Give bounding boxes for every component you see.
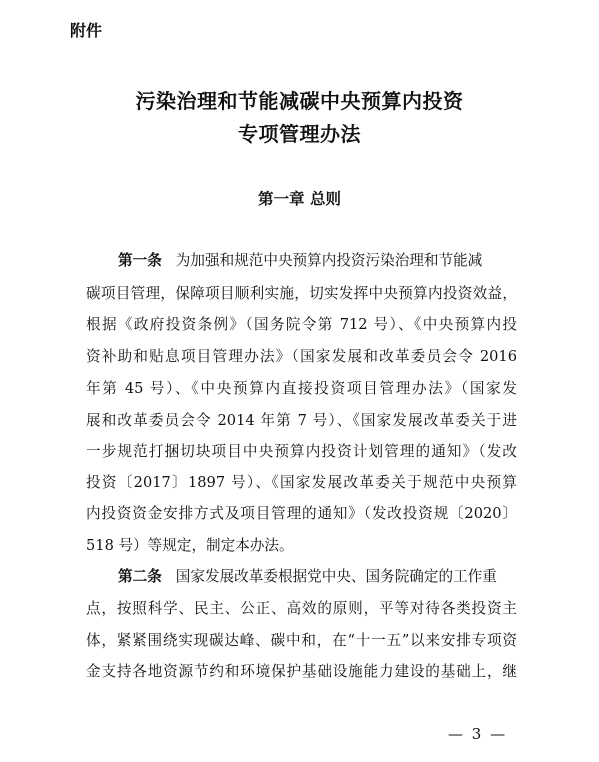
document-title-line-2: 专项管理办法 [238, 122, 361, 146]
article-1-line-4: 资补助和贴息项目管理办法》（国家发展和改革委员会令 2016 [86, 348, 517, 365]
article-2-line-3: 体，紧紧围绕实现碳达峰、碳中和，在“十一五”以来安排专项资 [86, 632, 517, 649]
article-1-line-7: 一步规范打捆切块项目中央预算内投资计划管理的通知》（发改 [86, 443, 517, 460]
article-1-line-9: 内投资资金安排方式及项目管理的通知》（发改投资规〔2020〕 [86, 505, 517, 522]
article-1-line-5: 年第 45 号）、《中央预算内直接投资项目管理办法》（国家发 [86, 380, 517, 397]
chapter-heading: 第一章 总则 [258, 190, 341, 208]
article-2-line-2: 点，按照科学、民主、公正、高效的原则，平等对待各类投资主 [86, 600, 517, 617]
article-1-line-2: 碳项目管理，保障项目顺利实施，切实发挥中央预算内投资效益， [86, 285, 517, 302]
article-2-text: 国家发展改革委根据党中央、国务院确定的工作重 [175, 568, 497, 585]
page-number: — 3 — [448, 725, 508, 743]
article-1-line-8: 投资〔2017〕1897 号）、《国家发展改革委关于规范中央预算 [86, 474, 517, 491]
article-1-line-3: 根据《政府投资条例》（国务院令第 712 号）、《中央预算内投 [86, 316, 517, 333]
article-1-line-1 [118, 250, 517, 272]
article-1-line-6: 展和改革委员会令 2014 年第 7 号）、《国家发展改革委关于进 [86, 412, 517, 429]
article-2-line-1 [118, 566, 517, 588]
attachment-label: 附件 [70, 21, 103, 40]
document-title-line-1: 污染治理和节能减碳中央预算内投资 [135, 89, 464, 113]
article-2-line-4: 金支持各地资源节约和环境保护基础设施能力建设的基础上，继 [86, 663, 517, 680]
article-2-heading: 第二条 [118, 568, 162, 585]
article-1-heading: 第一条 [118, 252, 162, 269]
article-1-text: 为加强和规范中央预算内投资污染治理和节能减 [175, 252, 483, 269]
article-1-line-10: 518 号）等规定，制定本办法。 [86, 537, 294, 554]
